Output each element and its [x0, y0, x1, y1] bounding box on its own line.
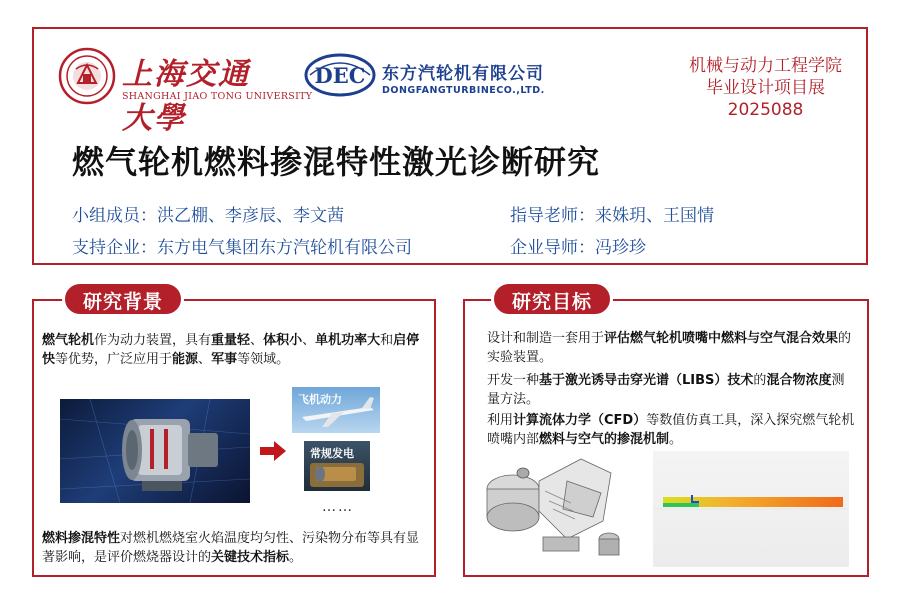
body-text: 利用 — [487, 413, 514, 428]
sjtu-seal-icon — [58, 47, 116, 105]
emphasis-text: 燃料与空气的掺混机制 — [539, 432, 670, 447]
body-text: 和 — [380, 333, 394, 348]
advisors: 指导老师：来姝玥、王国情 — [510, 206, 714, 226]
body-text: 测量方法。 — [487, 373, 845, 407]
background-heading: 研究背景 — [62, 281, 184, 317]
cfd-simulation-image — [653, 451, 849, 567]
arrow-right-icon — [260, 441, 286, 461]
dec-name-en: DONGFANGTURBINECO.,LTD. — [382, 85, 545, 96]
sjtu-logo — [58, 47, 313, 136]
exhibition-name: 毕业设计项目展 — [706, 78, 825, 98]
app-label-aircraft: 飞机动力 — [298, 393, 342, 406]
body-text: 对燃机燃烧室火焰温度均匀性、污染物分布等具有显著影响，是评价燃烧器设计的 — [42, 531, 420, 565]
sjtu-name-cn: 上海交通大學 — [122, 57, 250, 136]
emphasis-text: 关键技术指标 — [211, 550, 290, 565]
background-panel — [32, 291, 436, 577]
dec-mark-icon — [304, 53, 376, 97]
emphasis-text: 计算流体力学（CFD） — [513, 413, 647, 428]
body-text: 。 — [289, 550, 303, 565]
emphasis-text: 能源 — [172, 352, 199, 367]
dec-logo — [304, 51, 564, 103]
gas-turbine-illustration — [60, 399, 250, 503]
objective-paragraph-2 — [487, 371, 857, 409]
objective-paragraph-3 — [487, 411, 857, 449]
body-text: 等领域。 — [237, 352, 290, 367]
more-applications: …… — [322, 499, 354, 515]
apparatus-cad-image — [483, 451, 631, 567]
emphasis-text: 基于激光诱导击穿光谱（LIBS）技术 — [539, 373, 754, 388]
body-text: 的 — [753, 373, 767, 388]
background-paragraph-2 — [42, 529, 432, 567]
page-title: 燃气轮机燃料掺混特性激光诊断研究 — [72, 143, 601, 181]
emphasis-text: 单机功率大 — [315, 333, 381, 348]
emphasis-text: 军事 — [211, 352, 238, 367]
body-text: 作为动力装置，具有 — [94, 333, 212, 348]
emphasis-text: 评估燃气轮机喷嘴中燃料与空气混合效果 — [604, 331, 839, 346]
emphasis-text: 体积小 — [263, 333, 303, 348]
body-text: 、 — [302, 333, 316, 348]
gas-turbine-image — [60, 399, 250, 503]
school-block — [689, 55, 842, 121]
power-plant-image — [304, 441, 370, 491]
body-text: 开发一种 — [487, 373, 540, 388]
body-text: 、 — [198, 352, 212, 367]
aircraft-image — [292, 387, 380, 433]
body-text: 等优势，广泛应用于 — [55, 352, 173, 367]
objective-panel — [463, 291, 869, 577]
supporting-company: 支持企业：东方电气集团东方汽轮机有限公司 — [72, 238, 412, 258]
emphasis-text: 燃气轮机 — [42, 333, 95, 348]
emphasis-text: 燃料掺混特性 — [42, 531, 121, 546]
dec-name-cn: 东方汽轮机有限公司 — [382, 64, 544, 84]
sjtu-name-en: SHANGHAI JIAO TONG UNIVERSITY — [122, 91, 313, 102]
dec-mark-text: DEC — [314, 63, 366, 88]
cfd-simulation-illustration — [653, 451, 849, 567]
objective-paragraph-1 — [487, 329, 857, 367]
objective-heading: 研究目标 — [491, 281, 613, 317]
emphasis-text: 启停快 — [42, 333, 420, 367]
body-text: 。 — [669, 432, 683, 447]
team-members: 小组成员：洪乙棚、李彦辰、李文茜 — [72, 206, 344, 226]
emphasis-text: 混合物浓度 — [766, 373, 832, 388]
apparatus-cad-illustration — [483, 451, 631, 567]
project-number: 2025088 — [727, 100, 804, 120]
body-text: 的实验装置。 — [487, 331, 852, 365]
header-panel — [32, 27, 868, 265]
background-paragraph-1 — [42, 331, 430, 369]
company-mentor: 企业导师：冯珍珍 — [510, 238, 646, 258]
body-text: 等数值仿真工具，深入探究燃气轮机喷嘴内部 — [487, 413, 855, 447]
body-text: 、 — [250, 333, 264, 348]
emphasis-text: 重量轻 — [211, 333, 251, 348]
app-label-power: 常规发电 — [310, 447, 354, 460]
school-name: 机械与动力工程学院 — [689, 56, 842, 76]
body-text: 设计和制造一套用于 — [487, 331, 605, 346]
